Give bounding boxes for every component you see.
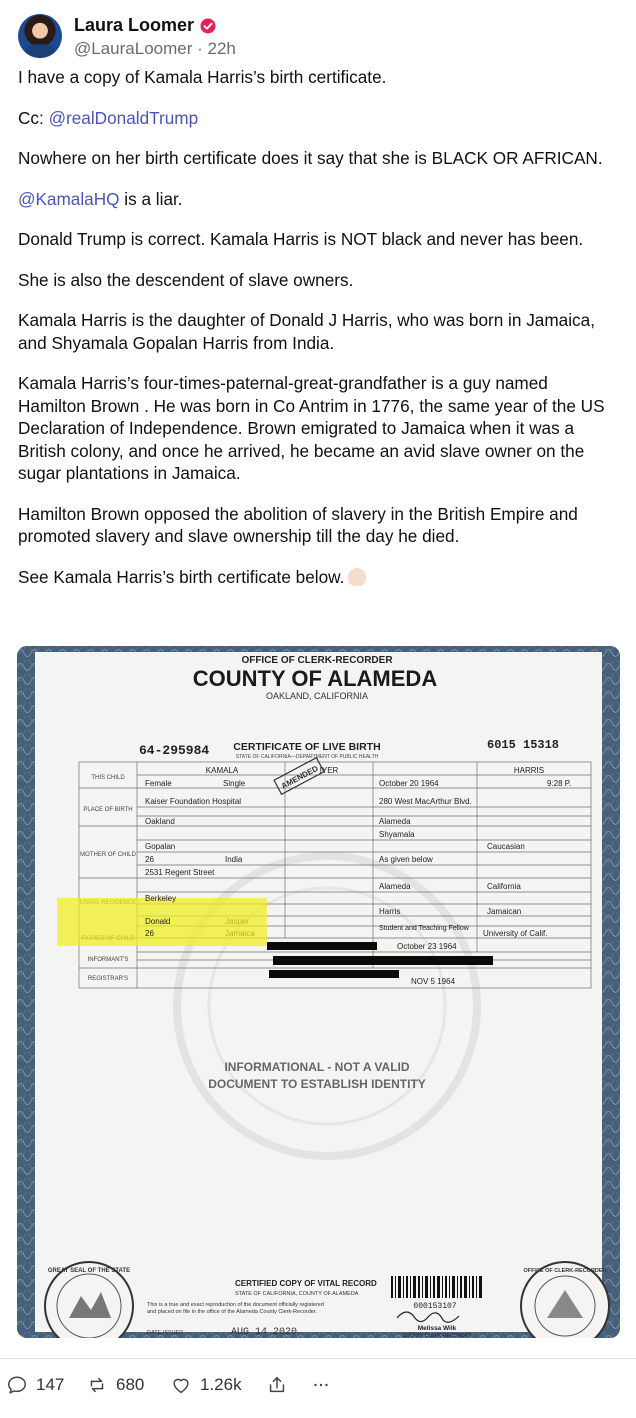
avatar[interactable]	[18, 14, 62, 58]
attached-image[interactable]	[17, 646, 620, 1338]
like-count: 1.26k	[200, 1375, 242, 1394]
post-paragraph: Hamilton Brown opposed the abolition of slavery in the British Empire and promoted slavery and slave ownership till the day he died.	[18, 503, 578, 546]
informant-date: October 23 1964	[397, 942, 457, 951]
cert-local-no: 6015 15318	[487, 738, 560, 752]
label-place-of-birth: PLACE OF BIRTH	[83, 807, 133, 813]
post-paragraph: She is also the descendent of slave owners.	[18, 269, 354, 290]
birth-county: Alameda	[379, 817, 411, 826]
label-registrar: REGISTRAR'S	[87, 976, 129, 982]
label-mother: MOTHER OF CHILD	[80, 852, 136, 858]
repost-icon	[86, 1374, 108, 1396]
svg-text:OFFICE OF CLERK-RECORDER: OFFICE OF CLERK-RECORDER	[523, 1268, 607, 1274]
divider	[0, 1358, 636, 1359]
reply-icon	[6, 1374, 28, 1396]
signer-name: Melissa Wilk	[417, 1325, 457, 1332]
date-issued: AUG 14 2020	[231, 1327, 298, 1338]
notice-line-1: INFORMATIONAL - NOT A VALID	[224, 1060, 410, 1074]
child-hour: 9:28 P.	[547, 779, 572, 788]
post-actions	[0, 1374, 636, 1414]
father-age: 26	[145, 929, 154, 938]
post-paragraph: Nowhere on her birth certificate does it say that she is BLACK OR AFRICAN.	[18, 148, 603, 168]
child-last-name: HARRIS	[513, 766, 545, 775]
handle-row	[74, 39, 236, 59]
mother-first-name: Shyamala	[379, 830, 415, 839]
svg-text:GREAT SEAL OF THE STATE: GREAT SEAL OF THE STATE	[47, 1268, 131, 1274]
mention-link[interactable]: @KamalaHQ	[18, 188, 120, 209]
birth-certificate-image	[17, 646, 620, 1338]
date-issued-label: DATE ISSUED	[147, 1330, 184, 1336]
birth-address: 280 West MacArthur Blvd.	[379, 797, 472, 806]
post-paragraph	[18, 188, 618, 211]
post-text: See Kamala Harris’s birth certificate below.	[18, 566, 345, 587]
post-body	[18, 66, 618, 606]
more-options-button[interactable]	[310, 1374, 332, 1396]
father-industry: University of Calif.	[483, 929, 548, 938]
author-name[interactable]: Laura Loomer	[74, 15, 195, 35]
author-name-row	[74, 15, 216, 36]
child-dob: October 20 1964	[379, 779, 439, 788]
heart-icon	[170, 1374, 192, 1396]
post-paragraph	[18, 107, 618, 130]
cert-file-no: 64-295984	[139, 743, 210, 758]
share-button[interactable]	[266, 1374, 288, 1396]
certified-copy: CERTIFIED COPY OF VITAL RECORD	[235, 1279, 377, 1288]
post-text: is a liar.	[119, 188, 183, 209]
notice-line-2: DOCUMENT TO ESTABLISH IDENTITY	[208, 1077, 426, 1091]
mother-last-name: Gopalan	[145, 842, 176, 851]
post-paragraph	[18, 566, 618, 589]
mother-race: Caucasian	[487, 842, 525, 851]
mother-birthplace: India	[225, 855, 243, 864]
certified-text-1: This is a true and exact reproduction of the document officially registered	[147, 1302, 324, 1308]
registrar-date: NOV 5 1964	[411, 977, 456, 986]
repost-count: 680	[116, 1375, 145, 1394]
like-button[interactable]	[170, 1374, 242, 1396]
label-informant: INFORMANT'S	[87, 957, 129, 963]
signer-title: COUNTY CLERK-RECORDER	[402, 1333, 472, 1338]
post-paragraph: Kamala Harris is the daughter of Donald J Harris, who was born in Jamaica, and Shyamala Gopalan Harris from India.	[18, 310, 595, 353]
birth-place: Kaiser Foundation Hospital	[145, 797, 242, 806]
barcode-number: 000153107	[413, 1302, 457, 1311]
child-sex: Female	[145, 779, 172, 788]
cert-county: COUNTY OF ALAMEDA	[192, 666, 438, 691]
father-occupation: Student and Teaching Fellow	[379, 925, 469, 932]
share-icon	[266, 1374, 288, 1396]
post-time: · 22h	[197, 39, 236, 58]
post-header	[18, 12, 618, 62]
state-seal-icon	[45, 1262, 133, 1338]
repost-button[interactable]	[86, 1374, 144, 1396]
reply-count: 147	[36, 1375, 65, 1394]
certified-state: STATE OF CALIFORNIA, COUNTY OF ALAMEDA	[235, 1291, 359, 1297]
residence-county: Alameda	[379, 882, 411, 891]
clerk-recorder-seal-icon	[521, 1262, 609, 1338]
mention-link[interactable]: @realDonaldTrump	[48, 107, 199, 128]
birth-city: Oakland	[145, 817, 175, 826]
svg-text:AMENDED: AMENDED	[279, 763, 320, 791]
more-icon	[310, 1374, 332, 1396]
verified-badge-icon	[200, 18, 216, 34]
cert-office: OFFICE OF CLERK-RECORDER	[241, 655, 393, 666]
residence-state: California	[487, 882, 521, 891]
cc-label: Cc:	[18, 107, 49, 128]
residence-city: Berkeley	[145, 894, 177, 903]
child-middle-name: IYER	[319, 766, 339, 775]
post-paragraph: I have a copy of Kamala Harris’s birth certificate.	[18, 67, 387, 87]
post-paragraph: Donald Trump is correct. Kamala Harris is NOT black and never has been.	[18, 229, 584, 249]
label-this-child: THIS CHILD	[91, 775, 125, 781]
cert-city: OAKLAND, CALIFORNIA	[265, 691, 369, 701]
father-last-name: Harris	[379, 907, 401, 916]
mother-mailing: As given below	[379, 855, 433, 864]
pointing-down-emoji-icon	[348, 568, 366, 586]
certified-text-2: and placed on file in the office of the Alameda County Clerk-Recorder.	[147, 1309, 317, 1315]
cert-state-line: STATE OF CALIFORNIA—DEPARTMENT OF PUBLIC HEALTH	[235, 754, 379, 760]
reply-button[interactable]	[6, 1374, 64, 1396]
father-race: Jamaican	[487, 907, 522, 916]
father-first-name: Donald	[145, 917, 171, 926]
residence-street: 2531 Regent Street	[145, 868, 215, 877]
author-handle[interactable]: @LauraLoomer	[74, 39, 193, 58]
mother-age: 26	[145, 855, 154, 864]
cert-title: CERTIFICATE OF LIVE BIRTH	[233, 741, 381, 753]
post-paragraph: Kamala Harris’s four-times-paternal-great-grandfather is a guy named Hamilton Brown . He was born in Co Antrim in 1776, the same year of the US Declaration of Independence. Brown emigrated to Jamaica when it was a British colony, and once he arrived, he became an avid slave owner on the sugar plantations in Jamaica.	[18, 373, 605, 483]
child-single: Single	[223, 779, 246, 788]
child-first-name: KAMALA	[205, 766, 239, 775]
